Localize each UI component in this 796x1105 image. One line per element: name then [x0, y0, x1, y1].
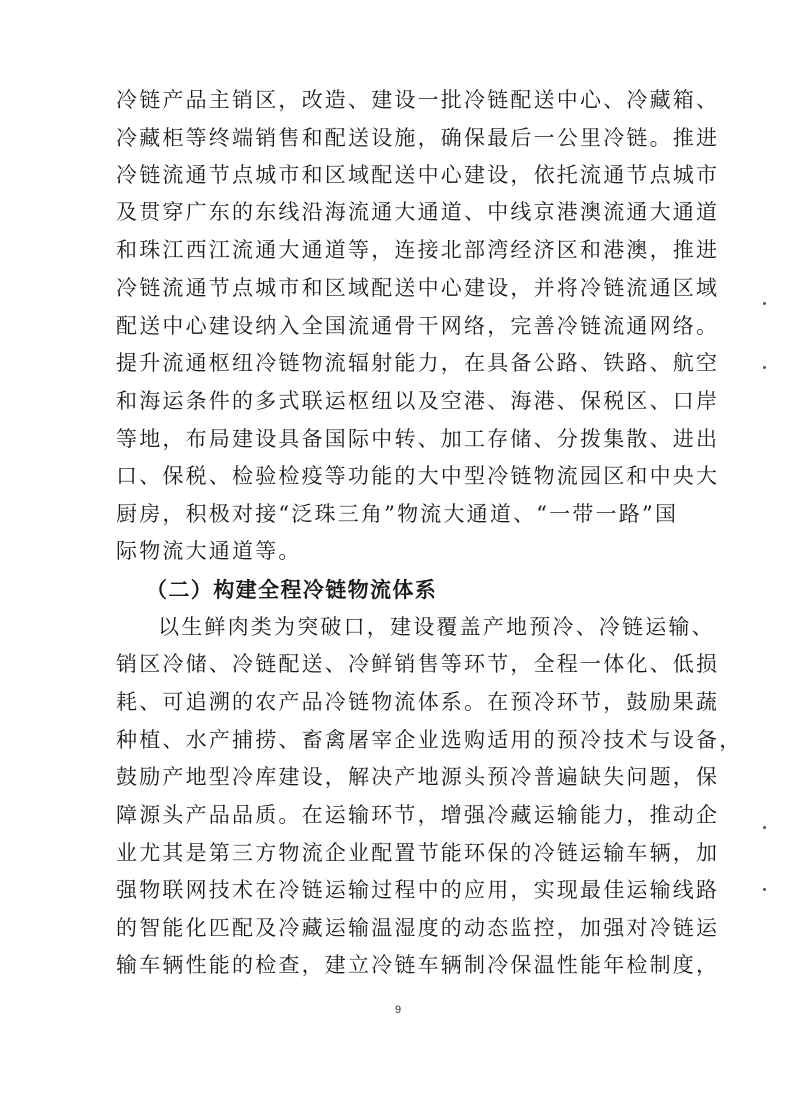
text-line-19: 鼓励产地型冷库建设，解决产地源头预冷普遍缺失问题，保 [116, 765, 720, 789]
section-heading: （二）构建全程冷链物流体系 [146, 578, 438, 602]
text-line-10: 等地，布局建设具备国际中转、加工存储、分拨集散、进出 [116, 427, 720, 451]
margin-mark [763, 302, 766, 305]
text-line-11: 口、保税、检验检疫等功能的大中型冷链物流园区和中央大 [116, 464, 720, 488]
text-line-6: 冷链流通节点城市和区域配送中心建设，并将冷链流通区域 [116, 276, 720, 300]
text-line-8: 提升流通枢纽冷链物流辐射能力，在具备公路、铁路、航空 [116, 351, 720, 375]
text-line-24: 输车辆性能的检查，建立冷链车辆制冷保温性能年检制度， [116, 953, 720, 977]
text-line-1: 冷链产品主销区，改造、建设一批冷链配送中心、冷藏箱、 [116, 88, 720, 112]
text-line-4: 及贯穿广东的东线沿海流通大通道、中线京港澳流通大通道 [116, 200, 720, 224]
text-line-18: 种植、水产捕捞、畜禽屠宰企业选购适用的预冷技术与设备， [116, 728, 743, 752]
margin-mark [763, 888, 766, 891]
text-line-21: 业尤其是第三方物流企业配置节能环保的冷链运输车辆，加 [116, 841, 720, 865]
text-line-2: 冷藏柜等终端销售和配送设施，确保最后一公里冷链。推进 [116, 126, 720, 150]
text-line-22: 强物联网技术在冷链运输过程中的应用，实现最佳运输线路 [116, 878, 720, 902]
text-line-20: 障源头产品品质。在运输环节，增强冷藏运输能力，推动企 [116, 803, 720, 827]
text-line-5: 和珠江西江流通大通道等，连接北部湾经济区和港澳，推进 [116, 238, 720, 262]
text-line-16: 销区冷储、冷链配送、冷鲜销售等环节，全程一体化、低损 [116, 652, 720, 676]
text-line-7: 配送中心建设纳入全国流通骨干网络，完善冷链流通网络。 [116, 314, 720, 338]
margin-mark [763, 826, 766, 829]
margin-mark [763, 366, 766, 369]
text-line-9: 和海运条件的多式联运枢纽以及空港、海港、保税区、口岸 [116, 389, 720, 413]
text-line-3: 冷链流通节点城市和区域配送中心建设，依托流通节点城市 [116, 163, 720, 187]
page-number: 9 [394, 1004, 402, 1016]
text-line-17: 耗、可追溯的农产品冷链物流体系。在预冷环节，鼓励果蔬 [116, 690, 720, 714]
text-line-12: 厨房，积极对接“泛珠三角”物流大通道、“一带一路”国 [116, 502, 679, 526]
text-line-13: 际物流大通道等。 [116, 539, 302, 563]
text-line-23: 的智能化匹配及冷藏运输温湿度的动态监控，加强对冷链运 [116, 916, 720, 940]
text-line-15: 以生鲜肉类为突破口，建设覆盖产地预冷、冷链运输、 [158, 615, 715, 639]
